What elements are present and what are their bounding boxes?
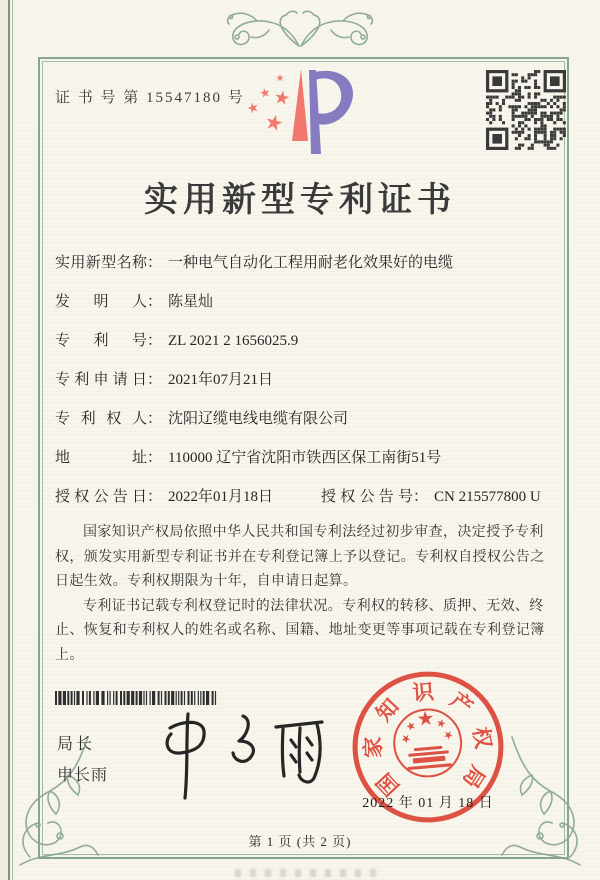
field-row-address (55, 448, 555, 469)
patent-fields-block (55, 253, 555, 526)
field-row-inventor (55, 292, 555, 313)
field-row-patentee (55, 409, 555, 430)
logo-star-icon (274, 89, 290, 105)
logo-star-icon (264, 113, 283, 132)
logo-star-icon (246, 101, 259, 114)
field-value: 一种电气自动化工程用耐老化效果好的电缆 (168, 255, 454, 271)
cnipa-logo-icon (243, 66, 367, 160)
colon: ： (147, 255, 163, 271)
colon: ： (147, 333, 163, 349)
svg-text:产: 产 (445, 687, 478, 720)
signer-title: 局长 (57, 736, 96, 753)
colon: ： (147, 294, 163, 310)
colon: ： (413, 489, 429, 505)
colon: ： (147, 411, 163, 427)
field-value: CN 215577800 U (434, 489, 541, 505)
page-title: 实用新型专利证书 (144, 182, 456, 219)
field-row-filing-date (55, 370, 555, 391)
national-emblem-icon (391, 707, 463, 779)
field-label: 实用新型名称 (55, 255, 147, 271)
field-value: ZL 2021 2 1656025.9 (168, 333, 299, 349)
field-row-grant-date-and-number (55, 487, 555, 508)
field-grant-number (321, 487, 541, 508)
legal-paragraph: 专利证书记载专利权登记时的法律状况。专利权的转移、质押、无效、终止、恢复和专利权人的姓名或名称、国籍、地址变更等事项记载在专利登记簿上。 (55, 598, 545, 663)
logo-star-icon (259, 87, 270, 98)
field-label: 发明人 (55, 294, 147, 310)
field-label: 地址 (55, 450, 147, 466)
scan-edge-shadow (0, 0, 8, 880)
field-label: 授权公告号 (321, 489, 413, 505)
colon: ： (147, 372, 163, 388)
field-row-utility-model-name (55, 253, 555, 274)
field-label: 授权公告日 (55, 489, 147, 505)
legal-paragraph: 国家知识产权局依照中华人民共和国专利法经过初步审查，决定授予专利权，颁发实用新型专利证书并在专利登记簿上予以登记。专利权自授权公告之日起生效。专利权期限为十年，自申请日起算。 (55, 525, 545, 589)
certificate-number: 证 书 号 第 15547180 号 (55, 90, 245, 106)
qr-code (486, 70, 566, 150)
field-label: 专利申请日 (55, 372, 147, 388)
signer-name: 申长雨 (57, 767, 109, 784)
field-row-patent-number (55, 331, 555, 352)
scan-ghost-text (235, 869, 385, 877)
field-value: 2022年01月18日 (168, 489, 274, 505)
colon: ： (147, 450, 163, 466)
dragon-scroll-ornament-icon (195, 6, 405, 54)
logo-star-icon (276, 74, 284, 81)
legal-text-block (55, 521, 549, 668)
svg-text:权: 权 (468, 725, 496, 751)
field-value: 沈阳辽缆电线电缆有限公司 (168, 411, 349, 427)
svg-text:识: 识 (411, 679, 435, 706)
page-number-footer: 第 1 页 (共 2 页) (248, 834, 352, 849)
svg-text:知: 知 (371, 694, 404, 727)
svg-text:家: 家 (361, 736, 386, 759)
field-label: 专利号 (55, 333, 147, 349)
handwritten-signature-icon (150, 698, 335, 808)
svg-text:局: 局 (457, 761, 490, 793)
svg-text:国: 国 (371, 768, 405, 801)
field-value: 2021年07月21日 (168, 372, 274, 388)
colon: ： (147, 489, 163, 505)
field-value: 陈星灿 (168, 294, 214, 310)
seal-date: 2022 年 01 月 18 日 (362, 796, 494, 811)
field-value: 110000 辽宁省沈阳市铁西区保工南街51号 (168, 450, 442, 466)
field-label: 专利权人 (55, 411, 147, 427)
